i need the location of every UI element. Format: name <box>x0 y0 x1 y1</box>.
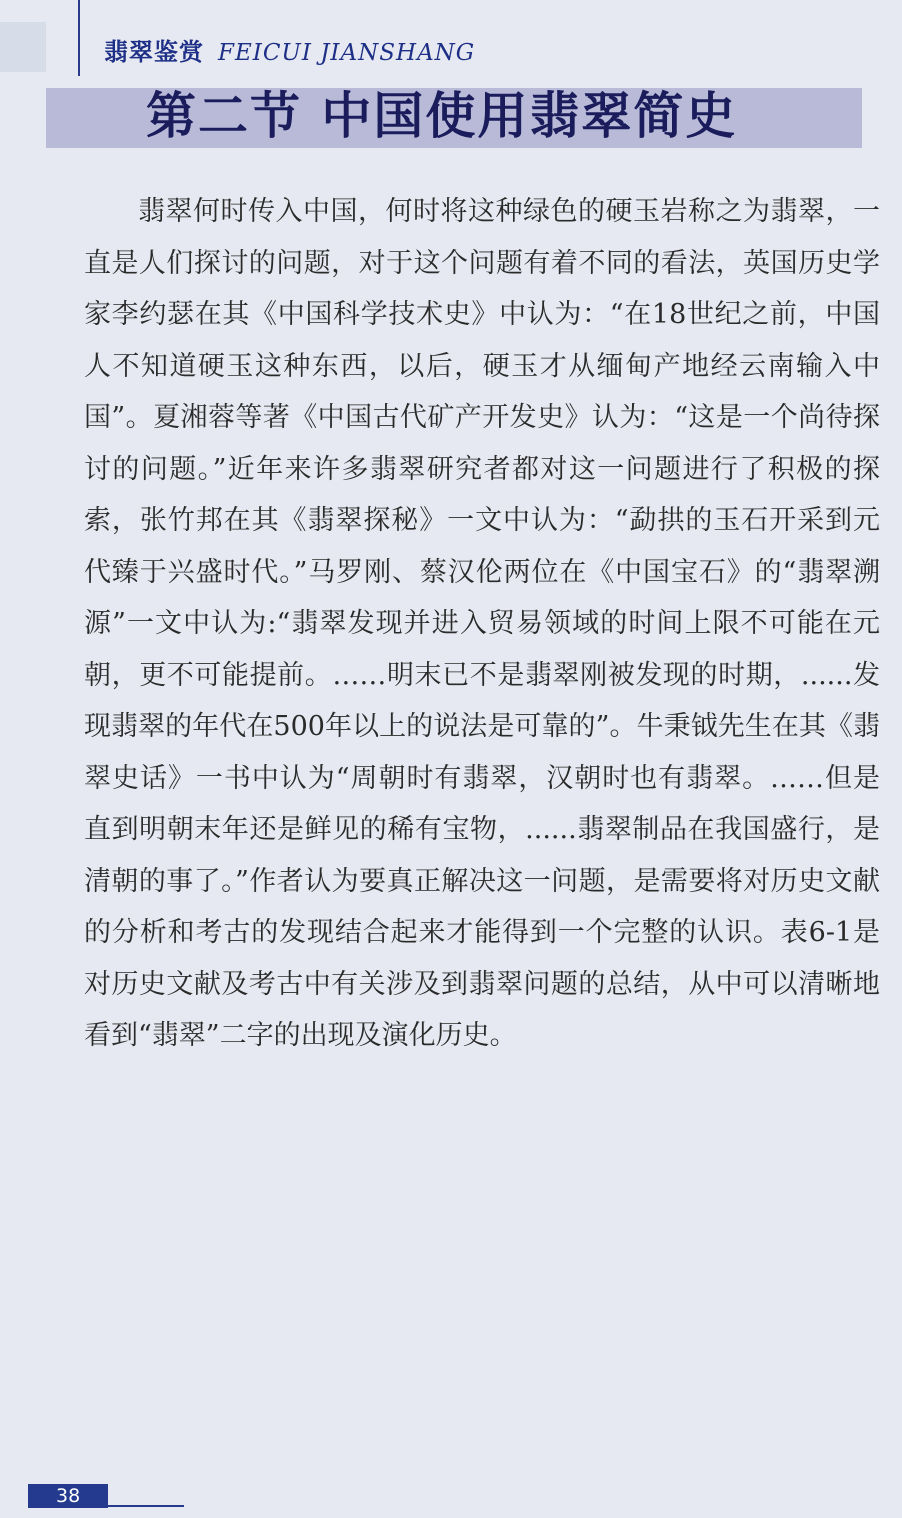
page-number: 38 <box>56 1485 81 1507</box>
running-header <box>104 32 475 67</box>
corner-decoration <box>0 0 80 76</box>
running-header-cn: 翡翠鉴赏 <box>104 37 204 66</box>
body-text <box>84 186 880 1062</box>
section-heading-band <box>46 88 862 148</box>
running-header-en: FEICUI JIANSHANG <box>218 40 476 66</box>
footer-rule <box>108 1505 184 1507</box>
page-number-box <box>28 1484 108 1508</box>
corner-tab <box>0 22 46 72</box>
section-heading: 第二节 中国使用翡翠简史 <box>146 86 738 145</box>
body-paragraph: 翡翠何时传入中国，何时将这种绿色的硬玉岩称之为翡翠，一直是人们探讨的问题，对于这个问题有着不同的看法，英国历史学家李约瑟在其《中国科学技术史》中认为：“在18世纪之前，中国人不知道硬玉这种东西，以后，硬玉才从缅甸产地经云南输入中国”。夏湘蓉等著《中国古代矿产开发史》认为：“这是一个尚待探讨的问题。”近年来许多翡翠研究者都对这一问题进行了积极的探索，张竹邦在其《翡翠探秘》一文中认为：“勐拱的玉石开采到元代臻于兴盛时代。”马罗刚、蔡汉伦两位在《中国宝石》的“翡翠溯源”一文中认为:“翡翠发现并进入贸易领域的时间上限不可能在元朝，更不可能提前。……明末已不是翡翠刚被发现的时期，......发现翡翠的年代在500年以上的说法是可靠的”。牛秉钺先生在其《翡翠史话》一书中认为“周朝时有翡翠，汉朝时也有翡翠。……但是直到明朝末年还是鲜见的稀有宝物，......翡翠制品在我国盛行，是清朝的事了。”作者认为要真正解决这一问题，是需要将对历史文献的分析和考古的发现结合起来才能得到一个完整的认识。表6-1是对历史文献及考古中有关涉及到翡翠问题的总结，从中可以清晰地看到“翡翠”二字的出现及演化历史。 <box>84 196 880 1051</box>
